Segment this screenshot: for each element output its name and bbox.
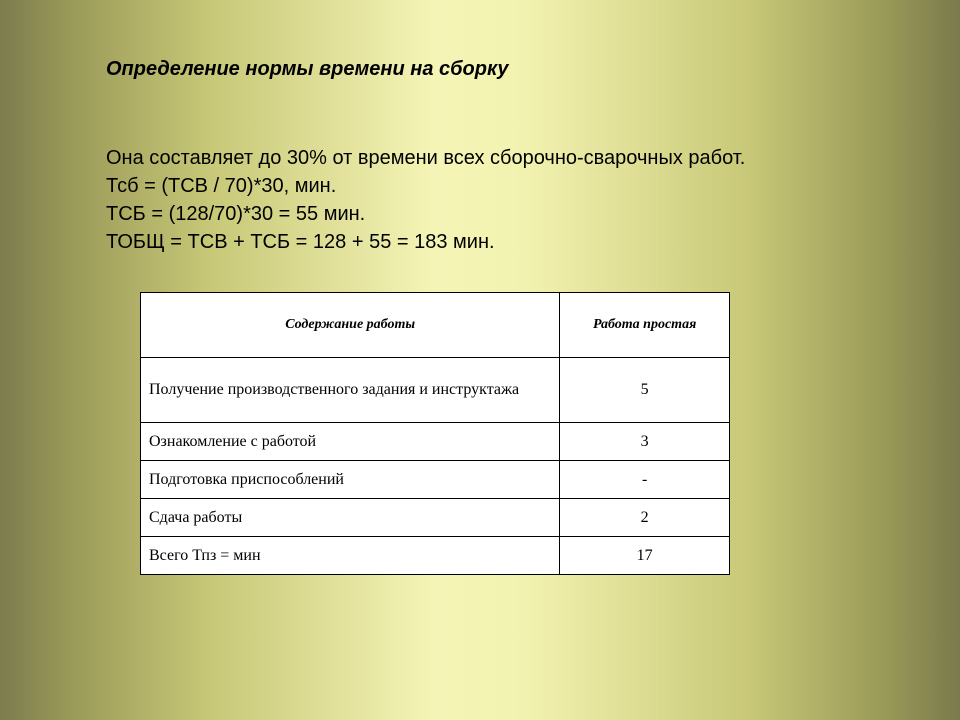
row-label: Сдача работы <box>141 499 560 537</box>
table-row <box>141 423 730 461</box>
row-value: - <box>560 461 730 499</box>
row-value: 3 <box>560 423 730 461</box>
table-row-total <box>141 537 730 575</box>
column-header-simple-work: Работа простая <box>560 293 730 358</box>
row-value: 17 <box>560 537 730 575</box>
slide-title: Определение нормы времени на сборку <box>106 58 509 80</box>
table-header-row <box>141 293 730 358</box>
text-line: Она составляет до 30% от времени всех сборочно-сварочных работ. <box>106 147 746 169</box>
text-line: ТСБ = (128/70)*30 = 55 мин. <box>106 203 366 225</box>
row-label: Всего Тпз = мин <box>141 537 560 575</box>
table <box>140 292 730 575</box>
text-line: Тсб = (ТСВ / 70)*30, мин. <box>106 175 337 197</box>
table-row <box>141 358 730 423</box>
column-header-work-content: Содержание работы <box>141 293 560 358</box>
text-line: ТОБЩ = ТСВ + ТСБ = 128 + 55 = 183 мин. <box>106 231 495 253</box>
table-row <box>141 461 730 499</box>
table-row <box>141 499 730 537</box>
row-value: 2 <box>560 499 730 537</box>
row-label: Ознакомление с работой <box>141 423 560 461</box>
row-label: Подготовка приспособлений <box>141 461 560 499</box>
time-norm-table <box>140 292 730 575</box>
row-label: Получение производственного задания и инструктажа <box>141 358 560 423</box>
row-value: 5 <box>560 358 730 423</box>
body-text <box>106 144 745 256</box>
